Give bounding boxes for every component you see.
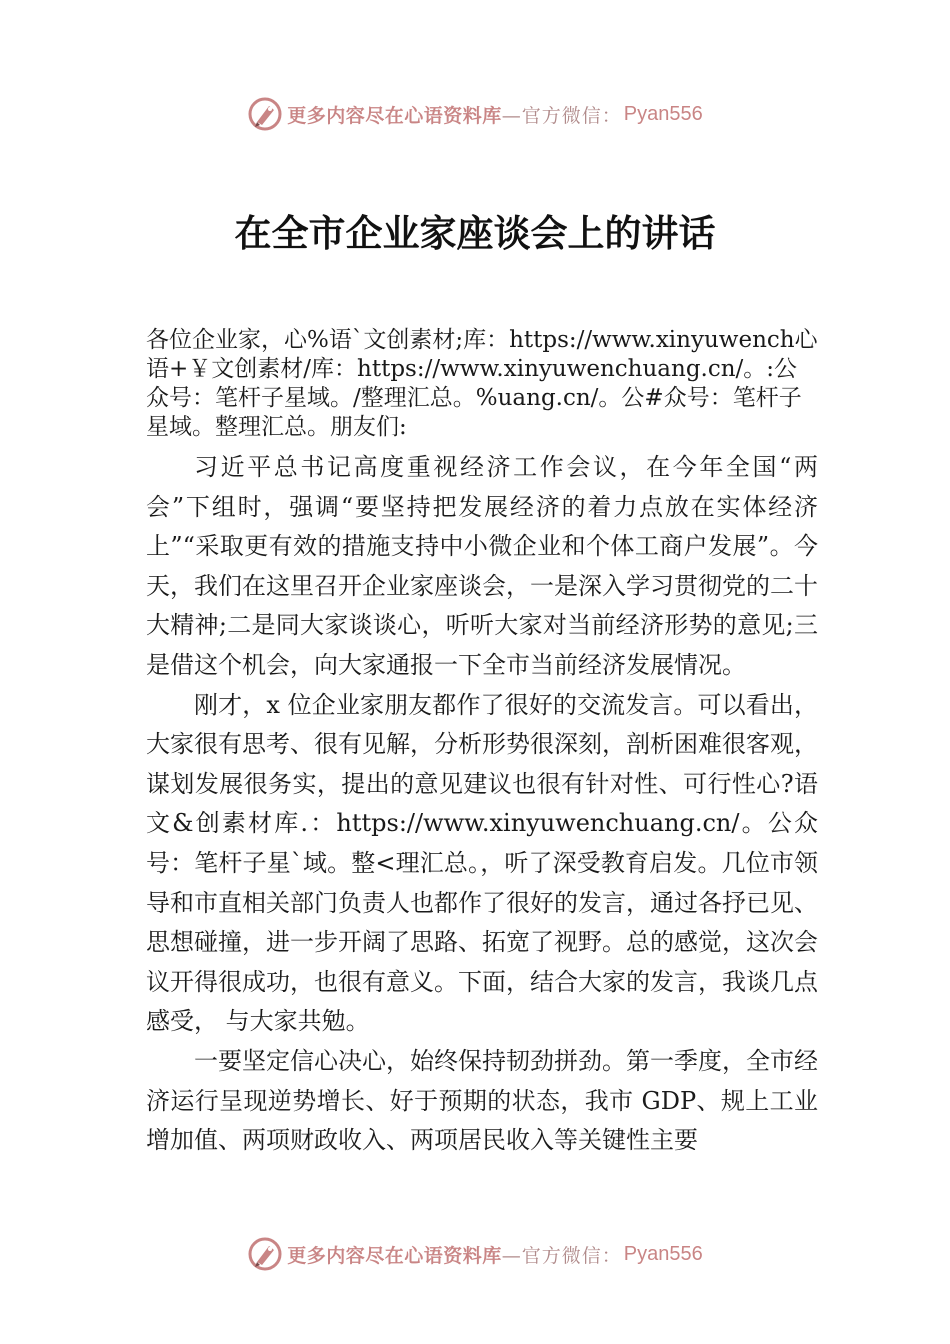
banner-text: 更多内容尽在心语资料库 [287, 1244, 502, 1267]
banner-dash-label: —官方微信： [501, 1244, 622, 1267]
banner-dash-label: —官方微信： [501, 104, 622, 127]
pen-nib-logo-icon [247, 1236, 283, 1272]
banner-text: 更多内容尽在心语资料库 [287, 104, 502, 127]
body-paragraph-2: 刚才，x 位企业家朋友都作了很好的交流发言。可以看出，大家很有思考、很有见解，分析形势很深刻，剖析困难很客观，谋划发展很务实，提出的意见建议也很有针对性、可行性心?语文&创素材库.：https://www.xinyuwenchuang.cn/。公众号：笔杆子星`域。整<理汇总。，听了深受教育启发。几位市领导和市直相关部门负责人也都作了很好的发言，通过各抒已见、思想碰撞，进一步开阔了思路、拓宽了视野。总的感觉，这次会议开得很成功，也很有意义。下面，结合大家的发言，我谈几点感受， 与大家共勉。 [146, 690, 818, 1036]
header-watermark-banner [0, 92, 950, 136]
document-body [146, 326, 818, 1161]
banner-wechat-id: Pyan556 [623, 102, 703, 125]
document-title: 在全市企业家座谈会上的讲话 [234, 211, 716, 255]
body-paragraph-1: 习近平总书记高度重视经济工作会议，在今年全国“两会”下组时，强调“要坚持把发展经济的着力点放在实体经济上”“采取更有效的措施支持中小微企业和个体工商户发展”。今天，我们在这里召开企业家座谈会，一是深入学习贯彻党的二十大精神;二是同大家谈谈心，听听大家对当前经济形势的意见;三是借这个机会，向大家通报一下全市当前经济发展情况。 [146, 453, 818, 679]
body-paragraph-3: 一要坚定信心决心，始终保持韧劲拼劲。第一季度，全市经济运行呈现逆势增长、好于预期的状态，我市 GDP、规上工业增加值、两项财政收入、两项居民收入等关键性主要 [146, 1046, 818, 1155]
pen-nib-logo-icon [247, 96, 283, 132]
greeting-paragraph: 各位企业家，心%语`文创素材;库：https://www.xinyuwench心语+￥文创素材/库：https://www.xinyuwenchuang.cn/。:公众号：笔杆子星域。/整理汇总。%uang.cn/。公#众号：笔杆子星域。整理汇总。朋友们: [146, 327, 818, 440]
banner-wechat-id: Pyan556 [623, 1242, 703, 1265]
footer-watermark-banner [0, 1232, 950, 1276]
